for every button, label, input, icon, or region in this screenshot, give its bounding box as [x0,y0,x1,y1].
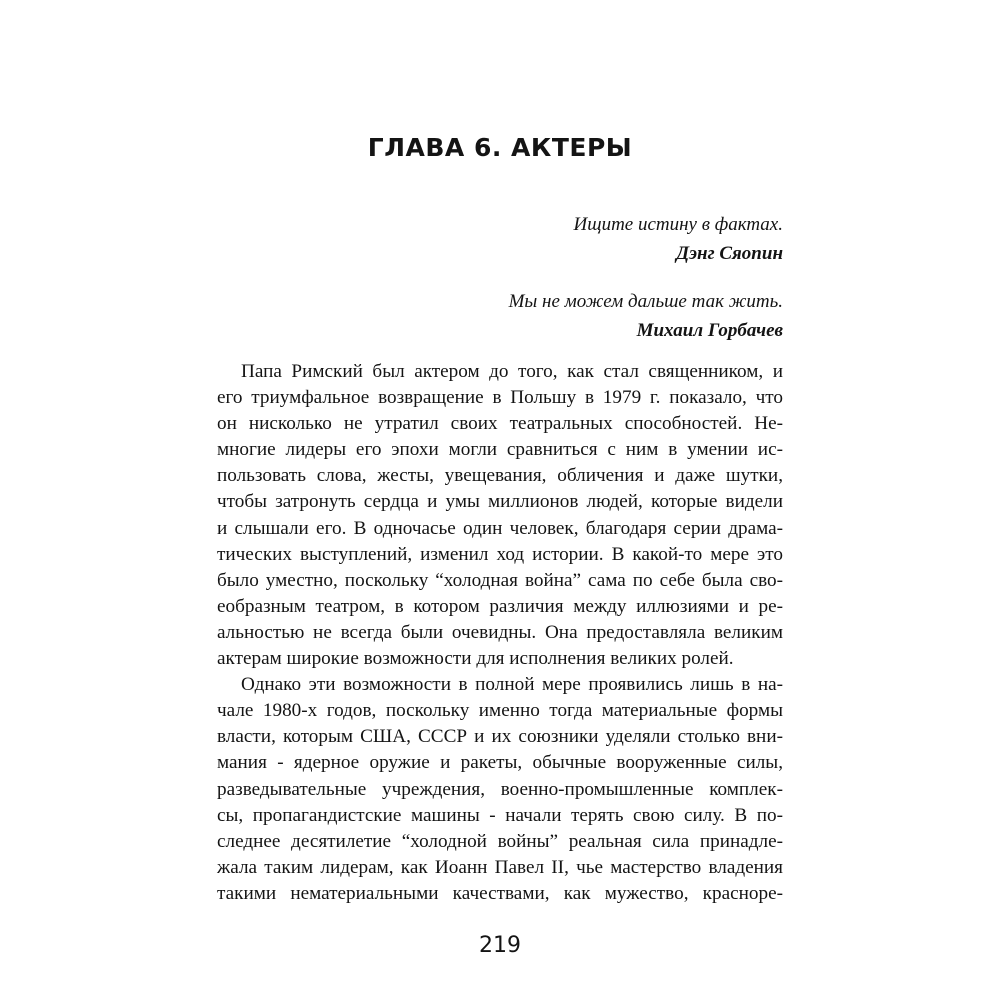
text-line: Папа Римский был актером до того, как стал священником, и [241,361,783,382]
paragraph-2 [217,672,783,907]
text-line: разведывательные учреждения, военно-промышленные комплек- [217,778,783,800]
text-line: Однако эти возможности в полной мере проявились лишь в на- [241,674,783,696]
text-line: жала таким лидерам, как Иоанн Павел II, чье мастерство владения [217,856,783,878]
text-line: тических выступлений, изменил ход истории. В какой-то мере это [217,543,783,565]
paragraph-1 [217,359,783,672]
page-number: 219 [479,933,521,958]
epigraph-quote: Ищите истину в фактах. [573,214,783,235]
chapter-title: ГЛАВА 6. АКТЕРЫ [367,133,633,162]
epigraph-author: Дэнг Сяопин [676,243,783,264]
epigraph-quote: Мы не можем дальше так жить. [508,291,783,312]
text-line: и слышали его. В одночасье один человек, благодаря серии драма- [217,517,783,539]
text-line: такими нематериальными качествами, как мужество, красноре- [217,882,783,904]
epigraph-author: Михаил Горбачев [636,320,783,341]
text-line: пользовать слова, жесты, увещевания, обличения и даже шутки, [217,465,783,487]
text-line: чале 1980-х годов, поскольку именно тогда материальные формы [217,700,783,722]
text-line: мания - ядерное оружие и ракеты, обычные вооруженные силы, [217,752,783,774]
text-line: было уместно, поскольку “холодная война” сама по себе была сво- [217,569,783,591]
text-line: альностью не всегда были очевидны. Она предоставляла великим [217,621,783,643]
text-line: актерам широкие возможности для исполнения великих ролей. [217,648,734,670]
text-line: следнее десятилетие “холодной войны” реальная сила принадле- [217,830,783,852]
text-line: сы, пропагандистские машины - начали терять свою силу. В по- [217,804,783,826]
epigraph-1 [574,210,784,268]
text-line: его триумфальное возвращение в Польшу в 1979 г. показало, что [217,387,783,409]
text-line: чтобы затронуть сердца и умы миллионов людей, которые видели [217,491,783,513]
text-line: власти, которым США, СССР и их союзники уделяли столько вни- [217,726,783,748]
body-text [217,359,783,907]
text-line: еобразным театром, в котором различия между иллюзиями и ре- [217,595,783,617]
text-line: многие лидеры его эпохи могли сравниться с ним в умении ис- [217,439,783,461]
epigraph-2 [509,287,783,345]
text-line: он нисколько не утратил своих театральных способностей. Не- [217,413,783,435]
